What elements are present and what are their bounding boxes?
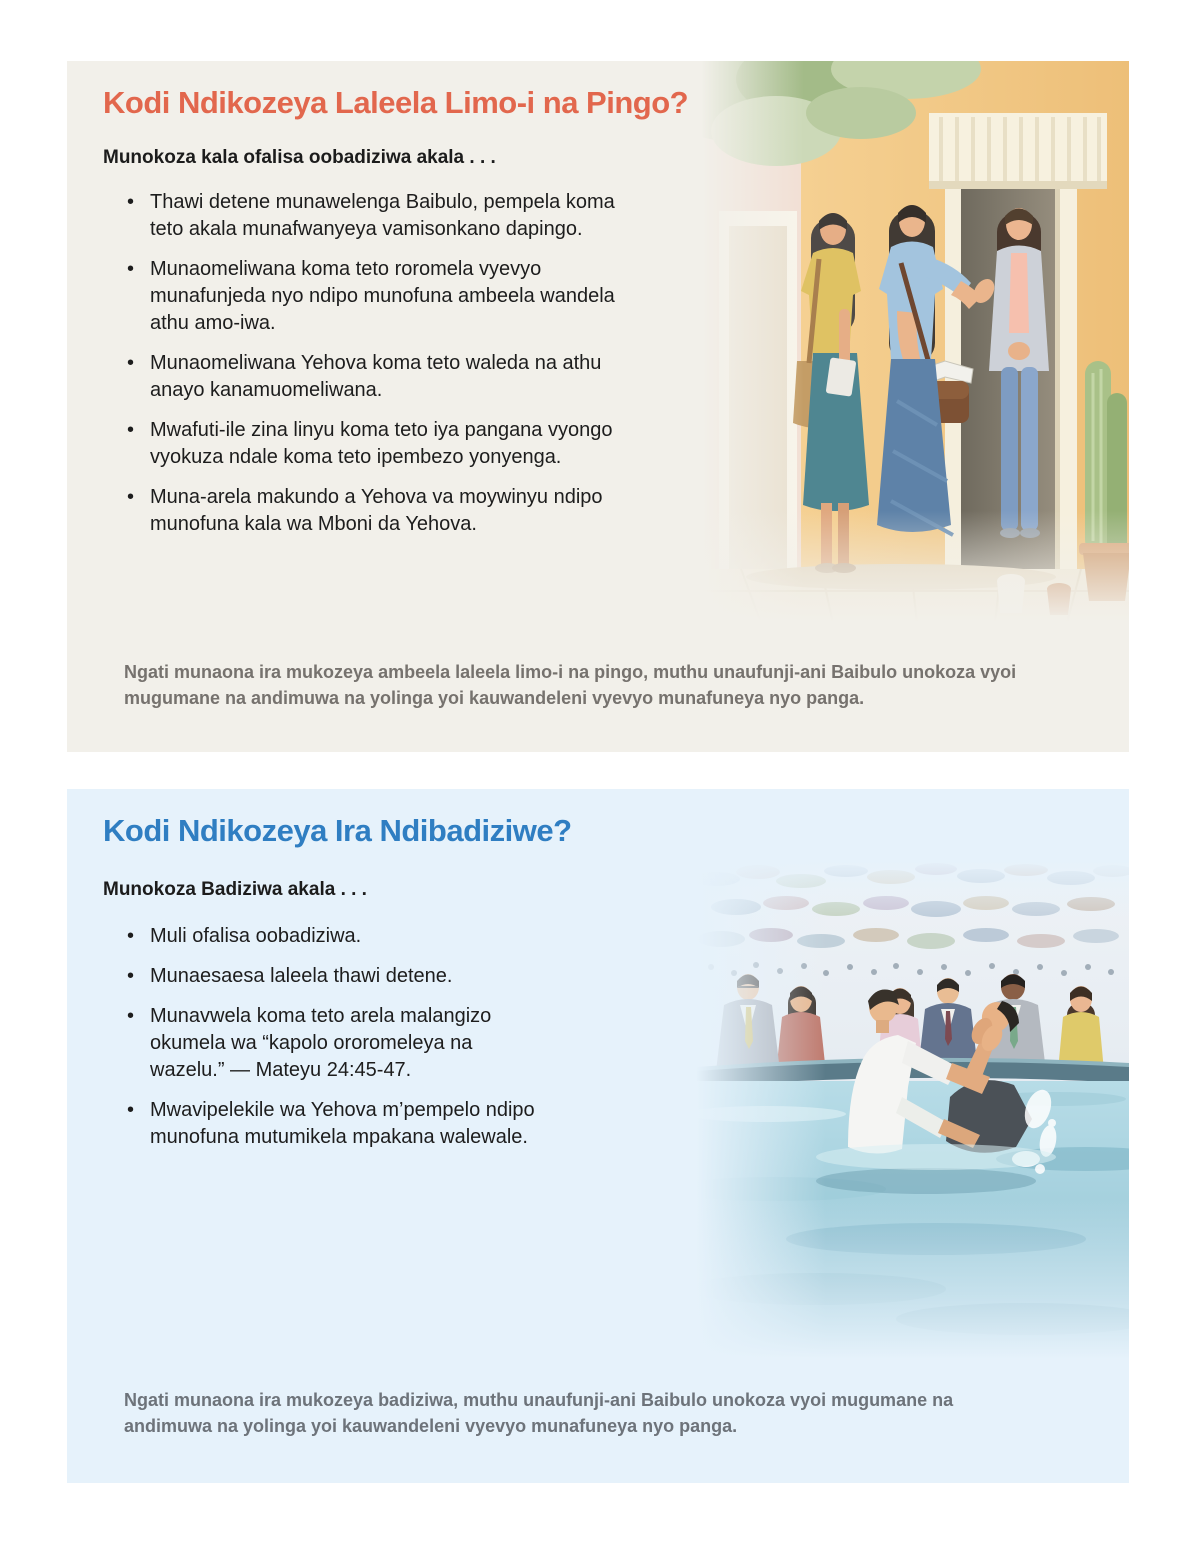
panel2-footer-note: Ngati munaona ira mukozeya badiziwa, muthu unaufunji-ani Baibulo unokoza vyoi mugumane na andimuwa na yolinga yoi kauwandeleni vyevyo munafuneya nyo panga.: [124, 1390, 954, 1436]
bullet-item: • Munaesaesa laleela thawi detene.: [127, 963, 542, 990]
bullet-item: • Thawi detene munawelenga Baibulo, pempela koma teto akala munafwanyeya vamisonkano dapingo.: [127, 189, 647, 243]
bullet-item: • Munavwela koma teto arela malangizo okumela wa “kapolo ororomeleya na wazelu.” — Mateyu 24:45-47.: [127, 1003, 542, 1084]
bullet-item: • Muli ofalisa oobadiziwa.: [127, 923, 542, 950]
panel1-bullet-list: [127, 189, 667, 551]
panel1-footer-note: Ngati munaona ira mukozeya ambeela laleela limo-i na pingo, muthu unaufunji-ani Baibulo unokoza vyoi mugumane na andimuwa na yolinga yoi kauwandeleni vyevyo munafuneya nyo panga.: [124, 662, 1017, 708]
panel-badiziwa: [67, 789, 1129, 1483]
panel2-heading: Kodi Ndikozeya Ira Ndibadiziwe?: [103, 813, 572, 848]
panel2-bullet-list: [127, 923, 557, 1164]
panel1-heading: Kodi Ndikozeya Laleela Limo-i na Pingo?: [103, 85, 689, 120]
panel-laleela-limo: [67, 61, 1129, 752]
baptism-illustration: [696, 859, 1129, 1359]
door-scene-svg: [701, 61, 1129, 623]
bullet-item: • Mwavipelekile wa Yehova m’pempelo ndipo munofuna mutumikela mpakana walewale.: [127, 1097, 542, 1151]
panel2-subheading: Munokoza Badiziwa akala . . .: [103, 879, 367, 900]
door-scene-illustration: [701, 61, 1129, 623]
bullet-item: • Muna-arela makundo a Yehova va moywinyu ndipo munofuna kala wa Mboni da Yehova.: [127, 484, 647, 538]
bullet-item: • Munaomeliwana koma teto roromela vyevyo munafunjeda nyo ndipo munofuna ambeela wandela athu amo-iwa.: [127, 256, 647, 337]
panel1-subheading: Munokoza kala ofalisa oobadiziwa akala . . .: [103, 147, 496, 168]
bullet-item: • Munaomeliwana Yehova koma teto waleda na athu anayo kanamuomeliwana.: [127, 350, 647, 404]
baptism-scene-svg: [696, 859, 1129, 1359]
bullet-item: • Mwafuti-ile zina linyu koma teto iya pangana vyongo vyokuza ndale koma teto ipembezo yonyenga.: [127, 417, 647, 471]
